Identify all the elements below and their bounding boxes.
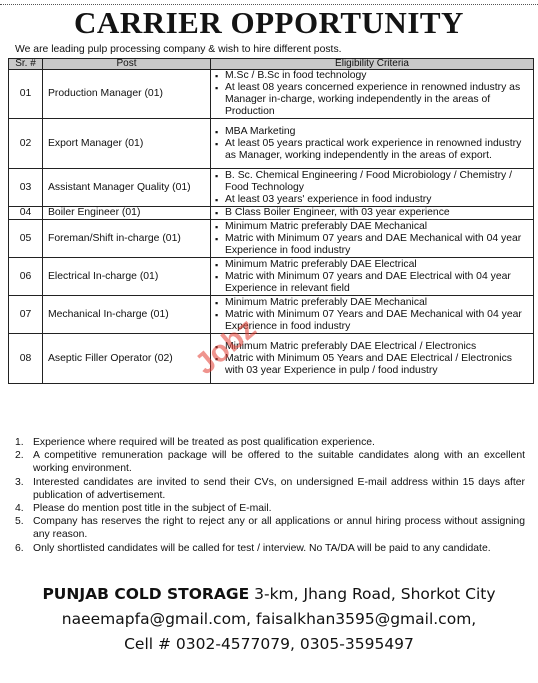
jobs-table [8,58,534,384]
note-number: 3. [15,476,24,488]
sr-cell: 07 [9,296,43,334]
note-number: 5. [15,516,24,528]
note-number: 6. [15,542,24,554]
sr-cell: 01 [9,70,43,119]
criteria-cell [211,70,534,119]
post-cell: Mechanical In-charge (01) [43,296,211,334]
table-row [9,334,534,384]
note-item [15,436,525,449]
sr-cell: 06 [9,258,43,296]
criteria-item: ▪ M.Sc / B.Sc in food technology [215,70,530,82]
sr-cell: 08 [9,334,43,384]
criteria-item: ▪ MBA Marketing [215,126,530,138]
cell-numbers: Cell # 0302-4577079, 0305-3595497 [124,635,414,653]
sr-cell: 04 [9,207,43,220]
note-text: A competitive remuneration package will be offered to the suitable candidates along with an excellent working environment. [33,450,525,475]
note-item [15,542,525,555]
table-row [9,258,534,296]
note-text: Only shortlisted candidates will be called for test / interview. No TA/DA will be paid to any candidate. [33,542,491,554]
sr-cell: 03 [9,169,43,207]
note-item [15,449,525,475]
criteria-item: ▪ B Class Boiler Engineer, with 03 year experience [215,207,530,219]
sr-cell: 02 [9,119,43,169]
criteria-cell [211,334,534,384]
sr-cell: 05 [9,220,43,258]
note-number: 1. [15,437,24,448]
post-cell: Production Manager (01) [43,70,211,119]
table-row [9,296,534,334]
note-item [15,502,525,515]
table-row [9,207,534,220]
note-text: Experience where required will be treated as post qualification experience. [33,437,375,448]
criteria-cell [211,296,534,334]
watermark-logo: Jobz [188,311,263,382]
column-header-post: Post [43,59,211,70]
criteria-item: ▪ B. Sc. Chemical Engineering / Food Microbiology / Chemistry / Food Technology [215,170,530,194]
page-title: CARRIER OPPORTUNITY [74,5,464,40]
company-address: 3-km, Jhang Road, Shorkot City [249,585,496,603]
table-row [9,119,534,169]
criteria-cell [211,119,534,169]
criteria-item: ▪ Matric with Minimum 07 Years and DAE Mechanical with 04 year Experience in food industry [215,309,530,333]
criteria-item: ▪ Minimum Matric preferably DAE Mechanical [215,221,530,233]
table-row [9,169,534,207]
table-row [9,70,534,119]
criteria-item: ▪ At least 03 years' experience in food industry [215,194,530,206]
table-header-row [9,59,534,70]
note-number: 2. [15,450,24,462]
post-cell: Foreman/Shift in-charge (01) [43,220,211,258]
company-name: PUNJAB COLD STORAGE [42,585,250,603]
post-cell: Aseptic Filler Operator (02) [43,334,211,384]
post-cell: Boiler Engineer (01) [43,207,211,220]
note-text: Please do mention post title in the subject of E-mail. [33,503,272,515]
post-cell: Electrical In-charge (01) [43,258,211,296]
criteria-item: ▪ At least 08 years concerned experience in renowned industry as Manager in-charge, working independently in the areas of Production [215,82,530,118]
notes-list [15,436,525,555]
post-cell: Export Manager (01) [43,119,211,169]
column-header-criteria: Eligibility Criteria [211,59,534,70]
criteria-item: ▪ Matric with Minimum 07 years and DAE Electrical with 04 year Experience in relevant field [215,271,530,295]
criteria-cell [211,220,534,258]
criteria-item: ▪ Matric with Minimum 05 Years and DAE Electrical / Electronics with 03 year Experience in pulp / food industry [215,353,530,377]
company-address-line [0,582,538,607]
criteria-cell [211,258,534,296]
criteria-cell [211,207,534,220]
note-text: Company has reserves the right to reject any or all applications or annul hiring process without assigning any reason. [33,516,525,541]
intro-text: We are leading pulp processing company & wish to hire different posts. [15,44,342,55]
note-text: Interested candidates are invited to send their CVs, on undersigned E-mail address within 15 days after publication of advertisement. [33,476,525,501]
note-item [15,515,525,541]
criteria-item: ▪ Minimum Matric preferably DAE Mechanical [215,297,530,309]
criteria-item: ▪ At least 05 years practical work experience in renowned industry as Manager, working independently in the areas of export. [215,138,530,162]
contact-footer [0,582,538,657]
criteria-cell [211,169,534,207]
post-cell: Assistant Manager Quality (01) [43,169,211,207]
criteria-item: ▪ Matric with Minimum 07 years and DAE Mechanical with 04 year Experience in food industry [215,233,530,257]
column-header-sr: Sr. # [9,59,43,70]
criteria-item: ▪ Minimum Matric preferably DAE Electrical [215,259,530,271]
note-number: 4. [15,503,24,515]
table-row [9,220,534,258]
criteria-item: ▪ Minimum Matric preferably DAE Electrical / Electronics [215,341,530,353]
note-item [15,476,525,502]
email-addresses: naeemapfa@gmail.com, faisalkhan3595@gmail.com, [61,610,477,628]
